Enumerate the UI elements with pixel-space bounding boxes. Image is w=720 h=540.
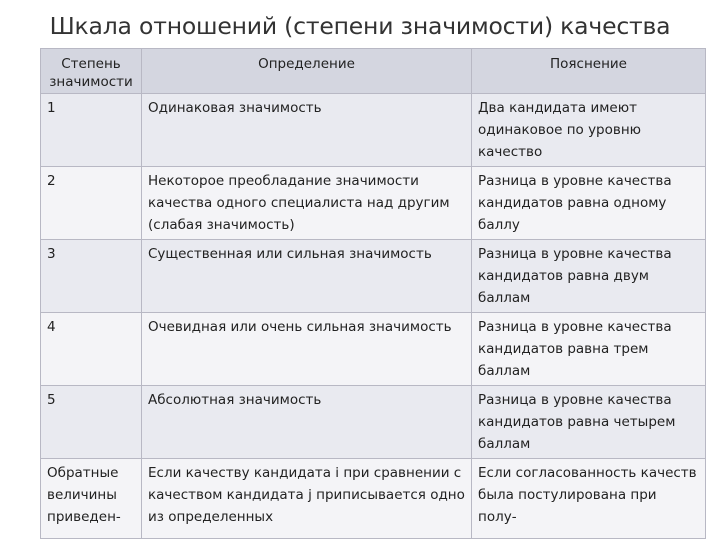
significance-scale-table <box>40 48 706 539</box>
table-row <box>41 167 706 240</box>
table-row <box>41 313 706 386</box>
cell-definition: Если качеству кандидата i при сравнении с качеством кандидата j приписывается одно из определенных <box>142 459 472 539</box>
cell-definition: Абсолютная значимость <box>142 386 472 459</box>
cell-level: 5 <box>41 386 142 459</box>
cell-level: 4 <box>41 313 142 386</box>
table-row <box>41 94 706 167</box>
cell-explanation: Разница в уровне качества кандидатов равна одному баллу <box>472 167 706 240</box>
slide-title: Шкала отношений (степени значимости) качества <box>49 12 671 40</box>
header-explanation: Пояснение <box>472 49 706 94</box>
cell-level: 3 <box>41 240 142 313</box>
header-significance-level: Степень значимости <box>41 49 142 94</box>
cell-definition: Существенная или сильная значимость <box>142 240 472 313</box>
cell-definition: Одинаковая значимость <box>142 94 472 167</box>
cell-explanation: Разница в уровне качества кандидатов равна трем баллам <box>472 313 706 386</box>
cell-level: 2 <box>41 167 142 240</box>
cell-definition: Некоторое преобладание значимости качества одного специалиста над другим (слабая значимость) <box>142 167 472 240</box>
header-definition: Определение <box>142 49 472 94</box>
cell-level: Обратные величины приведен- <box>41 459 142 539</box>
cell-level: 1 <box>41 94 142 167</box>
cell-definition: Очевидная или очень сильная значимость <box>142 313 472 386</box>
table-header-row <box>41 49 706 94</box>
cell-explanation: Если согласованность качеств была постулирована при полу- <box>472 459 706 539</box>
table-row <box>41 240 706 313</box>
table-row <box>41 386 706 459</box>
cell-explanation: Разница в уровне качества кандидатов равна двум баллам <box>472 240 706 313</box>
cell-explanation: Разница в уровне качества кандидатов равна четырем баллам <box>472 386 706 459</box>
cell-explanation: Два кандидата имеют одинаковое по уровню качество <box>472 94 706 167</box>
table-row <box>41 459 706 539</box>
